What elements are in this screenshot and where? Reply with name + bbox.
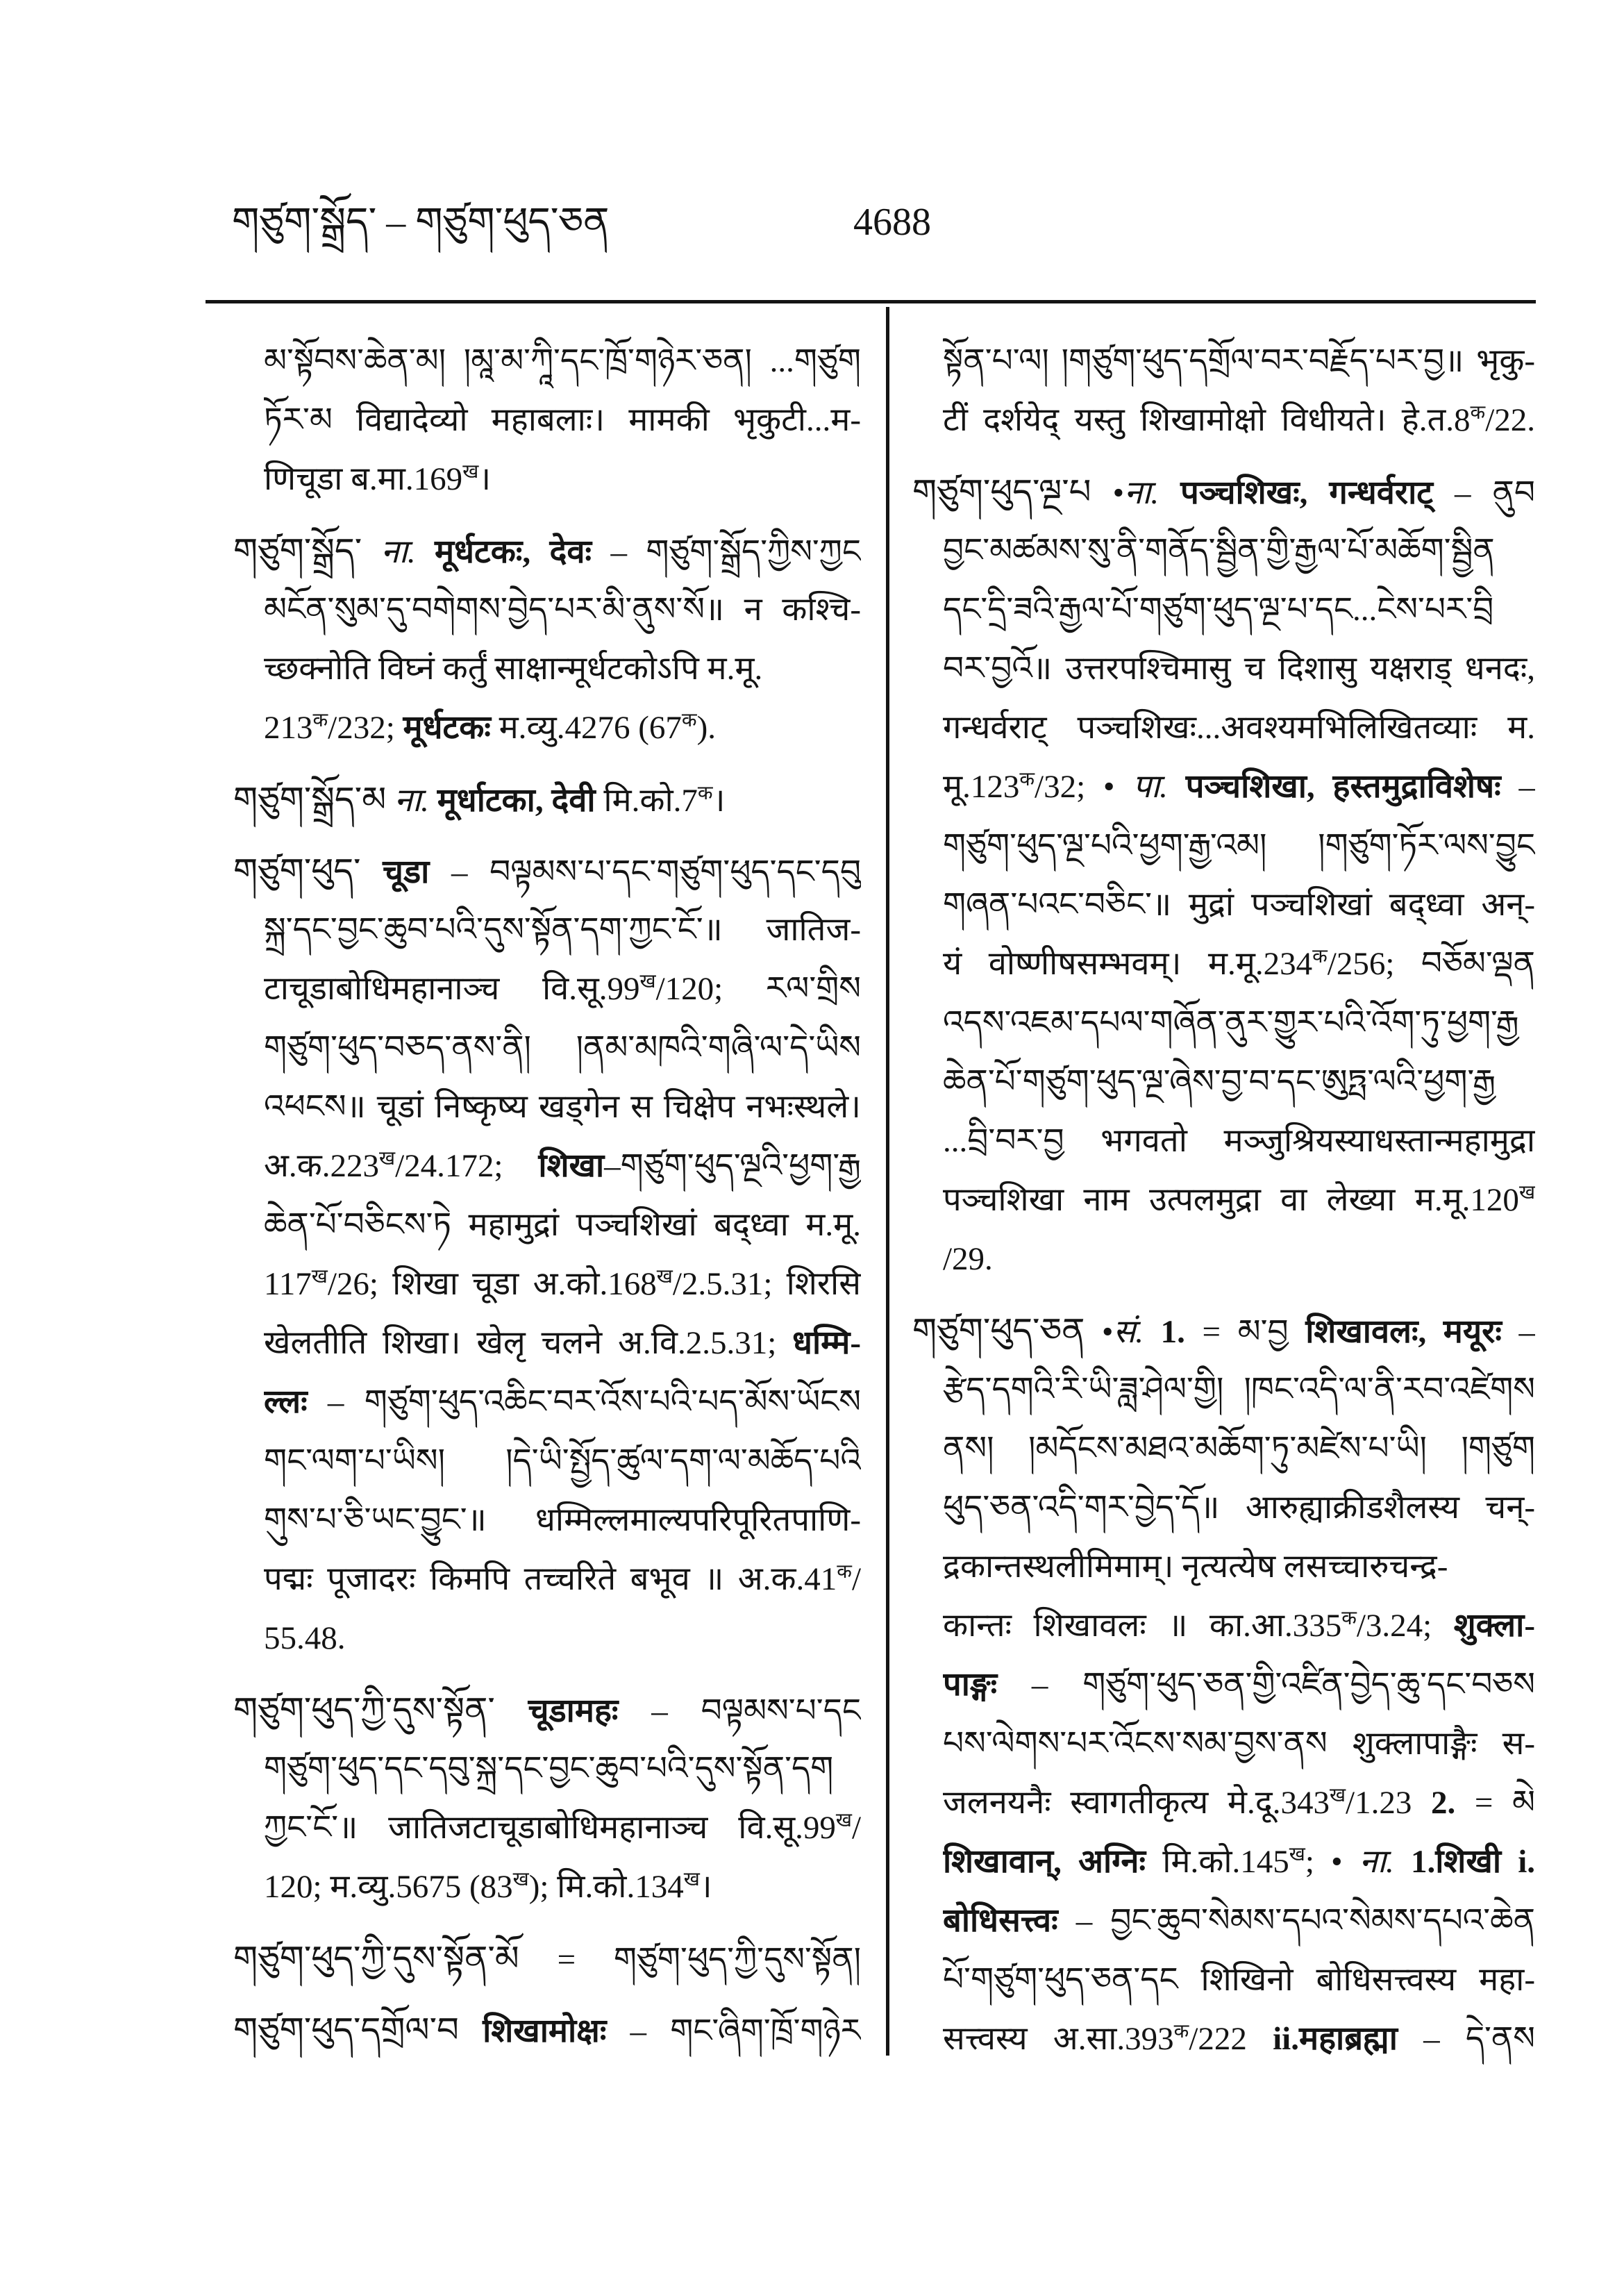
- line-text: [943, 1112, 1535, 1171]
- headword: གཙུག་སྒྲོད་: [233, 532, 362, 570]
- text-run: गन्धर्वराट् पञ्चशिखः...अवश्यमभिलिखितव्याः म.: [943, 710, 1535, 746]
- text-run: – གཙུག་ཕུད་ཅན་གྱི་འཛིན་བྱེད་ཆུ་དང་བཅས: [997, 1667, 1535, 1703]
- line-text: [264, 1550, 861, 1609]
- text-run: གུས་པ་ཅི་ཡང་བྱུང༌॥ धम्मिल्लमाल्यपरिपूरितपाणि-: [264, 1502, 861, 1538]
- text-run: འཕངས॥ चूडां निष्कृष्य खड्गेन स चिक्षेप नभःस्थले।: [264, 1089, 861, 1125]
- text-line: [233, 522, 861, 581]
- text-line: [943, 1478, 1535, 1538]
- line-text: [943, 876, 1535, 935]
- text-run: पञ्चशिखा नाम उत्पलमुद्रा वा लेख्या म.मू.120: [943, 1182, 1519, 1218]
- sanskrit-equivalent: बोधिसत्त्वः: [943, 1903, 1058, 1939]
- line-text: [233, 1929, 861, 1988]
- text-run: – དེ་ནས: [1397, 2021, 1535, 2057]
- dictionary-entry: [233, 770, 861, 829]
- line-text: [943, 1715, 1535, 1774]
- text-line: [264, 1799, 861, 1858]
- text-run: /24.172;: [395, 1148, 539, 1184]
- text-run: /29.: [943, 1241, 993, 1277]
- superscript-mark: ख: [639, 971, 656, 993]
- abbreviation: ना.: [1359, 1844, 1394, 1880]
- text-line: [264, 1858, 861, 1917]
- text-run: /256; བཅོམ་ལྡན: [1327, 946, 1535, 982]
- text-run: /22.: [1485, 402, 1535, 438]
- headword: གཙུག་ཕུད་ཀྱི་དུས་སྟོན་: [233, 1691, 495, 1729]
- text-run: •: [1091, 475, 1125, 511]
- text-run: मू.123: [943, 769, 1020, 805]
- text-run: [362, 534, 380, 570]
- headword: གཙུག་ཕུད་ཅན: [912, 1312, 1085, 1350]
- text-run: 120; म.व्यु.5675 (83: [264, 1869, 513, 1905]
- text-run: द्रकान्तस्थलीमिमाम्। नृत्यत्येष लसच्चारुचन्द्र-: [943, 1549, 1448, 1585]
- line-text: [264, 1799, 861, 1858]
- line-text: [943, 1892, 1535, 1951]
- dictionary-entry: [233, 522, 861, 758]
- text-run: – བལྟམས་པ་དང: [618, 1693, 861, 1729]
- line-text: [264, 699, 716, 758]
- sanskrit-equivalent: शिखामोक्षः: [483, 2013, 607, 2049]
- sanskrit-equivalent: चूडा: [383, 854, 430, 890]
- abbreviation: पा.: [1132, 769, 1168, 805]
- line-text: [912, 463, 1535, 522]
- dictionary-entry: [233, 1681, 861, 1917]
- text-line: [264, 332, 861, 391]
- text-line: [943, 2010, 1535, 2069]
- text-line: [264, 901, 861, 960]
- superscript-mark: ख: [835, 1810, 852, 1832]
- text-run: [386, 783, 394, 819]
- line-text: [943, 1538, 1448, 1597]
- sanskrit-equivalent: मूर्धटकः: [403, 710, 491, 746]
- text-run: टीं दर्शयेद् यस्तु शिखामोक्षो विधीयते। हे.त.8: [943, 402, 1471, 438]
- line-text: [264, 1373, 861, 1432]
- column-divider: [886, 307, 889, 2056]
- text-run: སྐྲ་དང་བྱང་ཆུབ་པའི་དུས་སྟོན་དག་ཀྱང་ངོ༌॥ जातिज-: [264, 912, 861, 948]
- text-run: [1144, 1314, 1161, 1350]
- sanskrit-equivalent: 1.शिखी i.: [1410, 1844, 1535, 1880]
- sanskrit-equivalent: ल्लः: [264, 1384, 308, 1420]
- text-run: /1.23: [1346, 1785, 1431, 1821]
- line-text: [943, 1597, 1535, 1656]
- text-run: ; •: [1305, 1844, 1359, 1880]
- superscript-mark: क: [697, 783, 713, 805]
- line-text: [264, 1019, 861, 1078]
- text-line: [943, 581, 1535, 640]
- text-run: ཕུད་ཅན་འདི་གར་བྱེད་དོ॥ आरुह्याक्रीडशैलस्य चन्-: [943, 1490, 1535, 1526]
- text-run: ।: [699, 1869, 712, 1905]
- text-line: [943, 522, 1535, 581]
- sanskrit-equivalent: ii.महाब्रह्मा: [1273, 2021, 1398, 2057]
- text-run: पद्मः पूजादरः किमपि तच्चरिते बभूव ॥ अ.क.41: [264, 1561, 837, 1597]
- text-line: [943, 1833, 1535, 1892]
- text-line: [233, 1681, 861, 1740]
- line-text: [264, 581, 861, 640]
- text-run: /: [851, 1810, 861, 1846]
- superscript-mark: ख: [683, 1869, 700, 1891]
- text-line: [943, 1171, 1535, 1230]
- line-text: [943, 758, 1535, 817]
- line-text: [943, 332, 1535, 391]
- dictionary-entry: [912, 1301, 1535, 2069]
- text-run: [361, 854, 383, 890]
- text-run: – བྱང་ཆུབ་སེམས་དཔའ་སེམས་དཔའ་ཆེན: [1057, 1903, 1535, 1939]
- line-text: [943, 1171, 1535, 1230]
- text-run: कान्तः शिखावलः ॥ का.आ.335: [943, 1608, 1342, 1644]
- line-text: [264, 1314, 861, 1373]
- superscript-mark: ख: [1329, 1785, 1346, 1807]
- line-text: [943, 1419, 1535, 1478]
- text-run: – གཙུག་སྒྲོད་ཀྱིས་ཀྱང: [592, 534, 861, 570]
- text-run: जलनयनैः स्वागतीकृत्य मे.दू.343: [943, 1785, 1330, 1821]
- line-text: [943, 1774, 1535, 1833]
- text-line: [943, 640, 1535, 699]
- superscript-mark: क: [1019, 769, 1035, 791]
- text-run: ।: [712, 783, 726, 819]
- line-text: [264, 640, 762, 699]
- text-run: ཏོར་མ विद्यादेव्यो महाबलाः। मामकी भृकुटी...म-: [264, 402, 861, 438]
- line-text: [943, 1360, 1535, 1419]
- text-line: [233, 1929, 861, 1988]
- superscript-mark: क: [837, 1561, 852, 1583]
- text-run: खेलतीति शिखा। खेलृ चलने अ.वि.2.5.31;: [264, 1325, 793, 1361]
- text-run: [459, 2013, 483, 2049]
- text-run: ); मि.को.134: [528, 1869, 684, 1905]
- text-run: 213: [264, 710, 313, 746]
- superscript-mark: ख: [379, 1148, 396, 1170]
- text-line: [943, 876, 1535, 935]
- header-rule: [206, 300, 1536, 303]
- text-line: [943, 1419, 1535, 1478]
- superscript-mark: ख: [1518, 1182, 1535, 1204]
- line-text: [943, 1230, 993, 1289]
- text-line: [943, 1112, 1535, 1171]
- text-line: [264, 1019, 861, 1078]
- sanskrit-equivalent: मूर्धाटका, देवी: [437, 783, 596, 819]
- sanskrit-equivalent: पाङ्गः: [943, 1667, 998, 1703]
- right-column: [912, 332, 1535, 2069]
- text-line: [264, 1196, 861, 1255]
- text-run: म.व्यु.4276 (67: [490, 710, 682, 746]
- text-run: = མ་བྱ: [1184, 1314, 1306, 1350]
- text-line: [264, 1373, 861, 1432]
- line-text: [264, 1491, 861, 1550]
- sanskrit-equivalent: धम्मि-: [792, 1325, 861, 1361]
- text-run: གཞན་པའང་བཅིང༌॥ मुद्रां पञ्चशिखां बद्ध्वा अन्-: [943, 887, 1535, 923]
- superscript-mark: ख: [656, 1266, 673, 1288]
- text-run: གཙུག་ཕུད་དང་དབུ་སྐྲ་དང་བྱང་ཆུབ་པའི་དུས་སྟོན་དག: [264, 1751, 834, 1787]
- text-line: [943, 935, 1535, 994]
- dictionary-entry: [233, 1929, 861, 1988]
- text-run: པོ་གཙུག་ཕུད་ཅན་དང शिखिनो बोधिसत्त्वस्य महा-: [943, 1962, 1535, 1998]
- text-line: [943, 758, 1535, 817]
- text-line: [943, 1597, 1535, 1656]
- text-line: [233, 842, 861, 901]
- line-text: [264, 1432, 861, 1491]
- text-line: [264, 1255, 861, 1314]
- text-run: •: [1085, 1314, 1114, 1350]
- line-text: [943, 581, 1535, 640]
- text-run: ...བྲི་བར་བྱ भगवतो मञ्जुश्रियस्याधस्तान्महामुद्रा: [943, 1123, 1535, 1159]
- line-text: [233, 842, 861, 901]
- sanskrit-equivalent: शिखावलः, मयूरः: [1305, 1314, 1502, 1350]
- text-line: [264, 1314, 861, 1373]
- running-head: གཙུག་སྒྲོད་ – གཙུག་ཕུད་ཅན: [232, 201, 610, 244]
- line-text: [943, 699, 1535, 758]
- text-run: – བལྟམས་པ་དང་གཙུག་ཕུད་དང་དབུ: [429, 854, 861, 890]
- page-number: 4688: [853, 201, 931, 244]
- text-line: [912, 1301, 1535, 1360]
- text-line: [943, 391, 1535, 450]
- text-run: /26; शिखा चूडा अ.को.168: [327, 1266, 657, 1302]
- line-text: [264, 1255, 861, 1314]
- line-text: [943, 1656, 1535, 1715]
- line-text: [264, 1858, 712, 1917]
- entry-continuation: [233, 332, 861, 509]
- sanskrit-equivalent: चूडामहः: [528, 1693, 619, 1729]
- line-text: [264, 1740, 861, 1799]
- line-text: [264, 450, 491, 509]
- text-run: དང་དྲི་ཟའི་རྒྱལ་པོ་གཙུག་ཕུད་ལྔ་པ་དང...ངེས་པར་བྲི: [943, 592, 1494, 628]
- superscript-mark: क: [1341, 1608, 1357, 1630]
- text-run: མ་སྟོབས་ཆེན་མ། །མཱ་མ་ཀཱི་དང་ཁྲོ་གཉེར་ཅན། ...གཙུག: [264, 343, 861, 379]
- superscript-mark: ख: [311, 1266, 328, 1288]
- superscript-mark: क: [1173, 2021, 1189, 2043]
- text-run: [1159, 475, 1180, 511]
- line-text: [912, 1301, 1535, 1360]
- sanskrit-equivalent: पञ्चशिखा, हस्तमुद्राविशेषः: [1185, 769, 1501, 805]
- sanskrit-equivalent: मूर्धटकः, देवः: [435, 534, 592, 570]
- line-text: [943, 391, 1535, 450]
- text-run: རྩེད་དགའི་རི་ཡི་ཟླ་ཤེལ་གྱི། །ཁང་འདི་ལ་ནི་རབ་འཛེགས: [943, 1372, 1535, 1408]
- text-line: [264, 1740, 861, 1799]
- text-run: [1394, 1844, 1411, 1880]
- text-run: [429, 783, 437, 819]
- text-line: [943, 1656, 1535, 1715]
- text-run: = མེ: [1455, 1785, 1535, 1821]
- superscript-mark: क: [312, 710, 328, 732]
- text-line: [943, 332, 1535, 391]
- entry-continuation: [912, 332, 1535, 450]
- text-run: ཆེན་པོ་གཙུག་ཕུད་ལྔ་ཞེས་བྱ་བ་དང་ཨུཏྤ་ལའི་ཕྱག་རྒྱ: [943, 1064, 1496, 1100]
- text-line: [943, 1360, 1535, 1419]
- text-line: [264, 960, 861, 1019]
- text-run: [1168, 769, 1186, 805]
- text-line: [264, 640, 861, 699]
- text-run: འདས་འཇམ་དཔལ་གཞོན་ནུར་གྱུར་པའི་འོག་ཏུ་ཕྱག་རྒྱ: [943, 1005, 1519, 1041]
- superscript-mark: ख: [462, 461, 479, 483]
- line-text: [264, 391, 861, 450]
- text-run: /120; རལ་གྲིས: [655, 971, 861, 1007]
- text-line: [264, 391, 861, 450]
- superscript-mark: क: [681, 710, 697, 732]
- dictionary-entry: [233, 842, 861, 1668]
- line-text: [264, 1196, 861, 1255]
- abbreviation: ना.: [380, 534, 416, 570]
- headword: གཙུག་སྒྲོད་མ: [233, 781, 387, 819]
- line-text: [264, 1137, 861, 1196]
- text-run: སྟོན་པ་ལ། །གཙུག་ཕུད་དགྲོལ་བར་བརྗོད་པར་བྱ॥ भृकु-: [943, 343, 1535, 379]
- text-run: – གཙུག་ཕུད་འཆིང་བར་འོས་པའི་པད་མོས་ཡོངས: [307, 1384, 861, 1420]
- text-run: བར་བྱའོ॥ उत्तरपश्चिमासु च दिशासु यक्षराड् धनदः,: [943, 651, 1535, 687]
- text-line: [943, 1774, 1535, 1833]
- line-text: [943, 640, 1535, 699]
- text-run: /: [851, 1561, 861, 1597]
- text-run: ).: [696, 710, 716, 746]
- abbreviation: सं.: [1113, 1314, 1144, 1350]
- headword: གཙུག་ཕུད་དགྲོལ་བ: [233, 2011, 459, 2049]
- text-run: ।: [478, 461, 492, 497]
- dictionary-entry: [912, 463, 1535, 1289]
- text-line: [264, 1432, 861, 1491]
- text-run: /232;: [328, 710, 403, 746]
- text-run: सत्त्वस्य अ.सा.393: [943, 2021, 1174, 2057]
- superscript-mark: ख: [512, 1869, 529, 1891]
- sanskrit-equivalent: 1.: [1160, 1314, 1185, 1350]
- text-run: –: [1500, 769, 1535, 805]
- text-run: च्छक्नोति विघ्नं कर्तुं साक्षान्मूर्धटकोऽपि म.मू.: [264, 651, 763, 687]
- text-run: /3.24;: [1356, 1608, 1454, 1644]
- line-text: [264, 960, 861, 1019]
- text-run: /32; •: [1035, 769, 1133, 805]
- text-line: [943, 1230, 1535, 1289]
- text-run: གང་ལག་པ་ཡིས། །དེ་ཡི་སྤྱོད་ཚུལ་དག་ལ་མཆོད་པའི: [264, 1443, 861, 1479]
- line-text: [943, 817, 1535, 876]
- text-line: [233, 770, 861, 829]
- text-line: [943, 1715, 1535, 1774]
- line-text: [264, 332, 861, 391]
- text-run: ཀྱང་ངོ༌॥ जातिजटाचूडाबोधिमहानाञ्च वि.सू.99: [264, 1810, 836, 1846]
- text-line: [264, 699, 861, 758]
- line-text: [233, 2001, 861, 2060]
- headword: གཙུག་ཕུད་: [233, 852, 361, 890]
- line-text: [233, 1681, 861, 1740]
- line-text: [943, 994, 1535, 1053]
- sanskrit-equivalent: शुक्ला-: [1453, 1608, 1535, 1644]
- text-line: [943, 1951, 1535, 2010]
- sanskrit-equivalent: 2.: [1430, 1785, 1456, 1821]
- text-run: णिचूडा ब.मा.169: [264, 461, 463, 497]
- abbreviation: ना.: [394, 783, 429, 819]
- sanskrit-equivalent: पञ्चशिखः, गन्धर्वराट्: [1180, 475, 1433, 511]
- text-run: ཆེན་པོ་བཅིངས་ཏེ महामुद्रां पञ्चशिखां बद्ध्वा म.मू.: [264, 1207, 861, 1243]
- line-text: [943, 1833, 1535, 1892]
- sanskrit-equivalent: शिखावान्, अग्निः: [943, 1844, 1146, 1880]
- text-line: [264, 1609, 861, 1668]
- text-run: /2.5.31; शिरसि: [672, 1266, 861, 1302]
- text-line: [264, 1491, 861, 1550]
- text-run: 55.48.: [264, 1620, 346, 1656]
- text-run: ནས། །མདོངས་མཐའ་མཆོག་ཏུ་མཛེས་པ་ཡི། །གཙུག: [943, 1431, 1535, 1467]
- headword: གཙུག་ཕུད་ཀྱི་དུས་སྟོན་མོ: [233, 1940, 519, 1978]
- line-text: [233, 770, 725, 829]
- text-line: [943, 1053, 1535, 1112]
- text-line: [264, 581, 861, 640]
- abbreviation: ना.: [1124, 475, 1160, 511]
- text-run: /222: [1189, 2021, 1273, 2057]
- line-text: [264, 901, 861, 960]
- sanskrit-equivalent: शिखा: [538, 1148, 605, 1184]
- text-run: – ནུབ: [1432, 475, 1535, 511]
- text-run: གཙུག་ཕུད་ལྔ་པའི་ཕྱག་རྒྱ་འམ། །གཙུག་ཏོར་ལས་བྱུང: [943, 828, 1535, 864]
- text-run: –གཙུག་ཕུད་ལྔའི་ཕྱག་རྒྱ: [604, 1148, 861, 1184]
- headword: གཙུག་ཕུད་ལྔ་པ: [912, 473, 1091, 511]
- text-run: 117: [264, 1266, 312, 1302]
- line-text: [943, 1053, 1535, 1112]
- text-run: मि.को.7: [595, 783, 698, 819]
- text-run: [495, 1693, 528, 1729]
- text-line: [943, 817, 1535, 876]
- line-text: [943, 1951, 1535, 2010]
- text-run: པས་ལེགས་པར་འོངས་སམ་བྱས་ནས शुक्लापाङ्गैः स-: [943, 1726, 1535, 1762]
- text-line: [264, 1137, 861, 1196]
- text-run: टाचूडाबोधिमहानाञ्च वि.सू.99: [264, 971, 640, 1007]
- text-run: [416, 534, 435, 570]
- text-line: [943, 699, 1535, 758]
- line-text: [233, 522, 861, 581]
- text-run: – གང་ཞིག་ཁྲོ་གཉེར: [606, 2013, 861, 2049]
- dictionary-entry: [233, 2001, 861, 2060]
- superscript-mark: ख: [1289, 1844, 1305, 1866]
- text-line: [943, 994, 1535, 1053]
- text-run: –: [1501, 1314, 1535, 1350]
- line-text: [943, 1478, 1535, 1538]
- line-text: [943, 935, 1535, 994]
- superscript-mark: क: [1312, 946, 1328, 968]
- line-text: [264, 1078, 861, 1137]
- text-run: མངོན་སུམ་དུ་བགེགས་བྱེད་པར་མི་ནུས་སོ॥ न कश्चि-: [264, 592, 861, 628]
- text-run: གཙུག་ཕུད་བཅད་ནས་ནི། །ནམ་མཁའི་གཞི་ལ་དེ་ཡིས: [264, 1030, 861, 1066]
- text-run: བྱང་མཚམས་སུ་ནི་གནོད་སྦྱིན་གྱི་རྒྱལ་པོ་མཆོག་སྦྱིན: [943, 533, 1495, 569]
- text-line: [943, 1892, 1535, 1951]
- text-run: अ.क.223: [264, 1148, 380, 1184]
- text-line: [264, 1550, 861, 1609]
- line-text: [943, 2010, 1535, 2069]
- text-line: [943, 1538, 1535, 1597]
- line-text: [264, 1609, 346, 1668]
- text-line: [233, 2001, 861, 2060]
- text-line: [264, 450, 861, 509]
- text-run: = གཙུག་ཕུད་ཀྱི་དུས་སྟོན།: [519, 1942, 861, 1978]
- left-column: [233, 332, 861, 2060]
- text-line: [264, 1078, 861, 1137]
- text-run: मि.को.145: [1145, 1844, 1289, 1880]
- text-run: यं वोष्णीषसम्भवम्। म.मू.234: [943, 946, 1313, 982]
- text-line: [912, 463, 1535, 522]
- line-text: [943, 522, 1535, 581]
- superscript-mark: क: [1470, 402, 1486, 424]
